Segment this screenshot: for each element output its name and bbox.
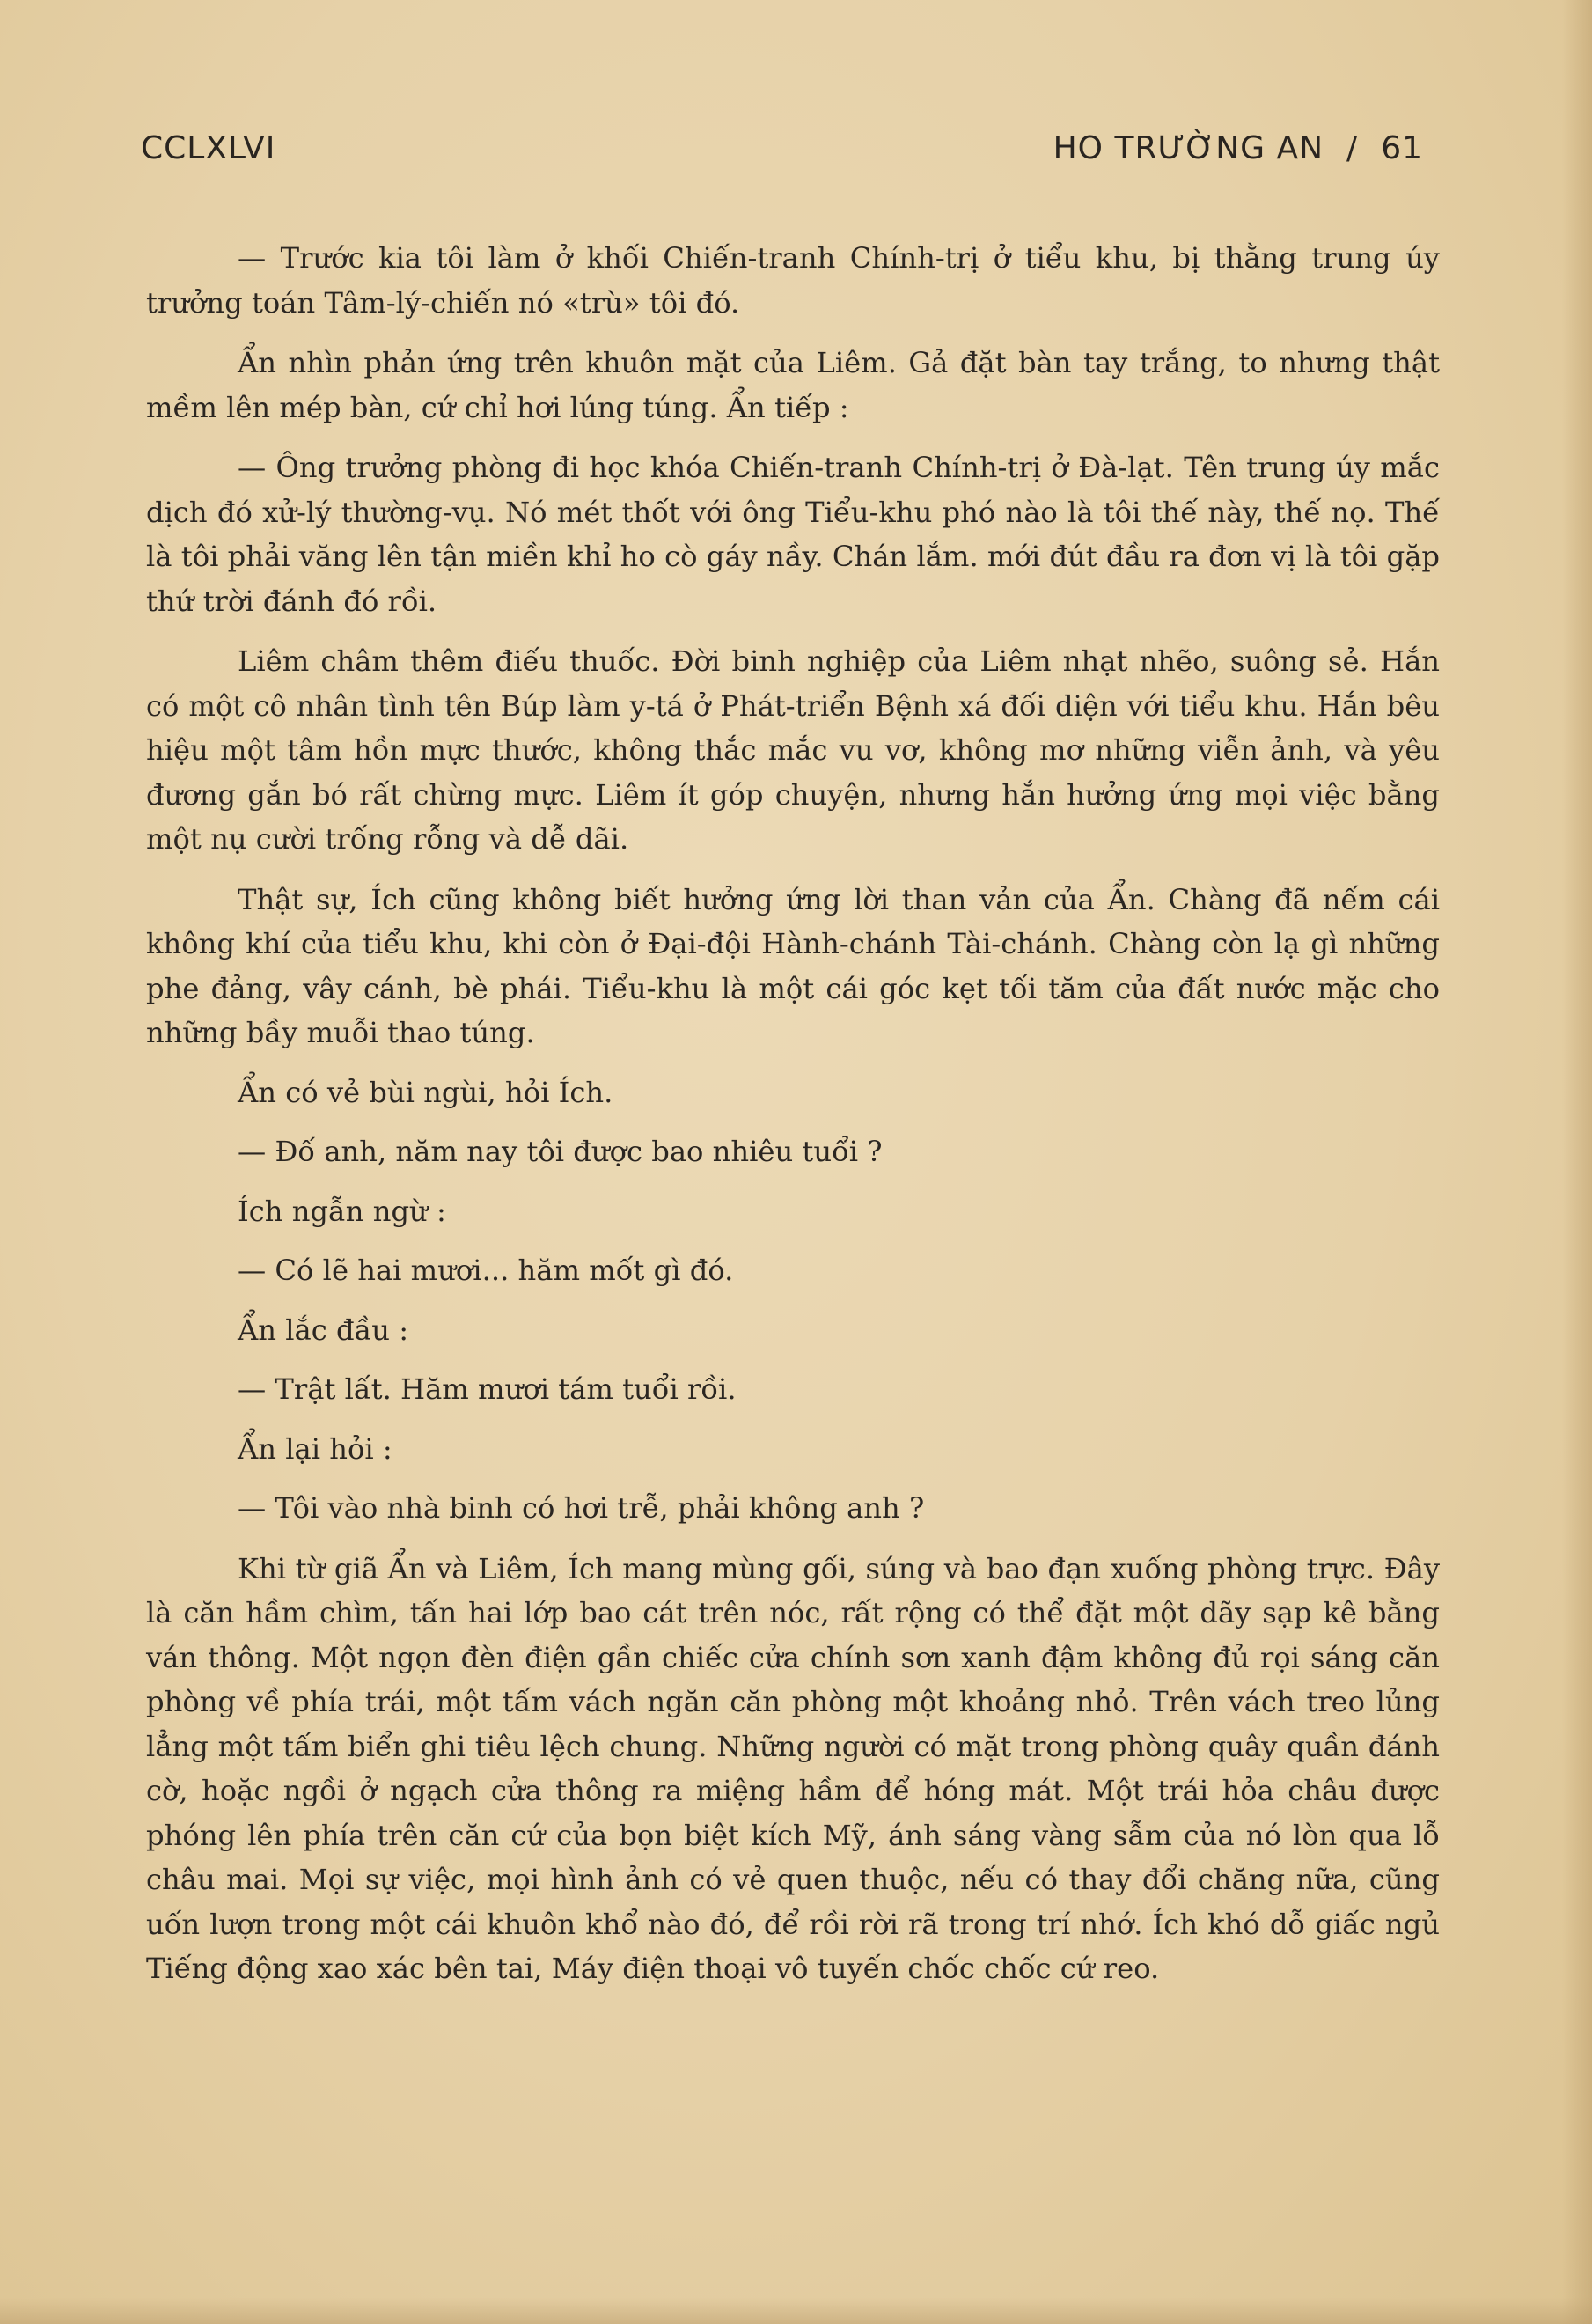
paragraph-8: Ích ngẫn ngừ : (238, 1194, 446, 1228)
paragraph-6: Ẩn có vẻ bùi ngùi, hỏi Ích. (238, 1075, 613, 1109)
paragraph-4: Liêm châm thêm điếu thuốc. Đời binh nghiệp của Liêm nhạt nhẽo, suông sẻ. Hắn có một cô nhân tình tên Búp làm y-tá ở Phát-triển Bệnh xá đối diện với tiểu khu. Hắn bêu hiệu một tâm hồn mực thước, không thắc mắc vu vơ, không mơ những viễn ảnh, và yêu đương gắn bó rất chừng mực. Liêm ít góp chuyện, nhưng hắn hưởng ứng mọi việc bằng một nụ cười trống rỗng và dễ dãi. (146, 644, 1440, 856)
paragraph-2: Ẩn nhìn phản ứng trên khuôn mặt của Liêm. Gả đặt bàn tay trắng, to nhưng thật mềm lên mép bàn, cứ chỉ hơi lúng túng. Ẩn tiếp : (146, 346, 1440, 424)
paragraph-9: — Có lẽ hai mươi... hăm mốt gì đó. (238, 1254, 734, 1287)
paragraph-13: — Tôi vào nhà binh có hơi trễ, phải không anh ? (238, 1491, 925, 1525)
page-number: 61 (1381, 130, 1423, 166)
page-header (141, 130, 1423, 183)
paragraph-1: — Trước kia tôi làm ở khối Chiến-tranh Chính-trị ở tiểu khu, bị thằng trung úy trưởng toán Tâm-lý-chiến nó «trù» tôi đó. (146, 241, 1440, 320)
header-separator: / (1346, 130, 1359, 166)
page-body (146, 236, 1440, 1991)
paragraph-3: — Ông trưởng phòng đi học khóa Chiến-tranh Chính-trị ở Đà-lạt. Tên trung úy mắc dịch đó xử-lý thường-vụ. Nó mét thốt với ông Tiểu-khu phó nào là tôi thế này, thế nọ. Thế là tôi phải văng lên tận miền khỉ ho cò gáy nầy. Chán lắm. mới đút đầu ra đơn vị là tôi gặp thứ trời đánh đó rồi. (146, 451, 1440, 618)
running-head (1053, 130, 1423, 166)
paragraph-5: Thật sự, Ích cũng không biết hưởng ứng lời than vản của Ẩn. Chàng đã nếm cái không khí của tiểu khu, khi còn ở Đại-đội Hành-chánh Tài-chánh. Chàng còn lạ gì những phe đảng, vây cánh, bè phái. Tiểu-khu là một cái góc kẹt tối tăm của đất nước mặc cho những bầy muỗi thao túng. (146, 882, 1440, 1049)
paragraph-14: Khi từ giã Ẩn và Liêm, Ích mang mùng gối, súng và bao đạn xuống phòng trực. Đây là căn hầm chìm, tấn hai lớp bao cát trên nóc, rất rộng có thể đặt một dãy sạp kê bằng ván thông. Một ngọn đèn điện gần chiếc cửa chính sơn xanh đậm không đủ rọi sáng căn phòng về phía trái, một tấm vách ngăn căn phòng một khoảng nhỏ. Trên vách treo lủng lẳng một tấm biển ghi tiêu lệch chung. Những người có mặt trong phòng quây quần đánh cờ, hoặc ngồi ở ngạch cửa thông ra miệng hầm để hóng mát. Một trái hỏa châu được phóng lên phía trên căn cứ của bọn biệt kích Mỹ, ánh sáng vàng sẫm của nó lòn qua lỗ châu mai. Mọi sự việc, mọi hình ảnh có vẻ quen thuộc, nếu có thay đổi chăng nữa, cũng uốn lượn trong một cái khuôn khổ nào đó, để rồi rời rã trong trí nhớ. Ích khó dỗ giấc ngủ Tiếng động xao xác bên tai, Máy điện thoại vô tuyến chốc chốc cứ reo. (146, 1551, 1440, 1985)
paragraph-7: — Đố anh, năm nay tôi được bao nhiêu tuổi ? (238, 1135, 883, 1168)
paragraph-12: Ẩn lại hỏi : (238, 1431, 392, 1466)
chapter-number: CCLXLVI (141, 130, 276, 166)
paragraph-10: Ẩn lắc đầu : (238, 1313, 409, 1347)
paragraph-11: — Trật lất. Hăm mươi tám tuổi rồi. (238, 1372, 737, 1406)
book-title: HO TRƯỜNG AN (1053, 130, 1324, 166)
